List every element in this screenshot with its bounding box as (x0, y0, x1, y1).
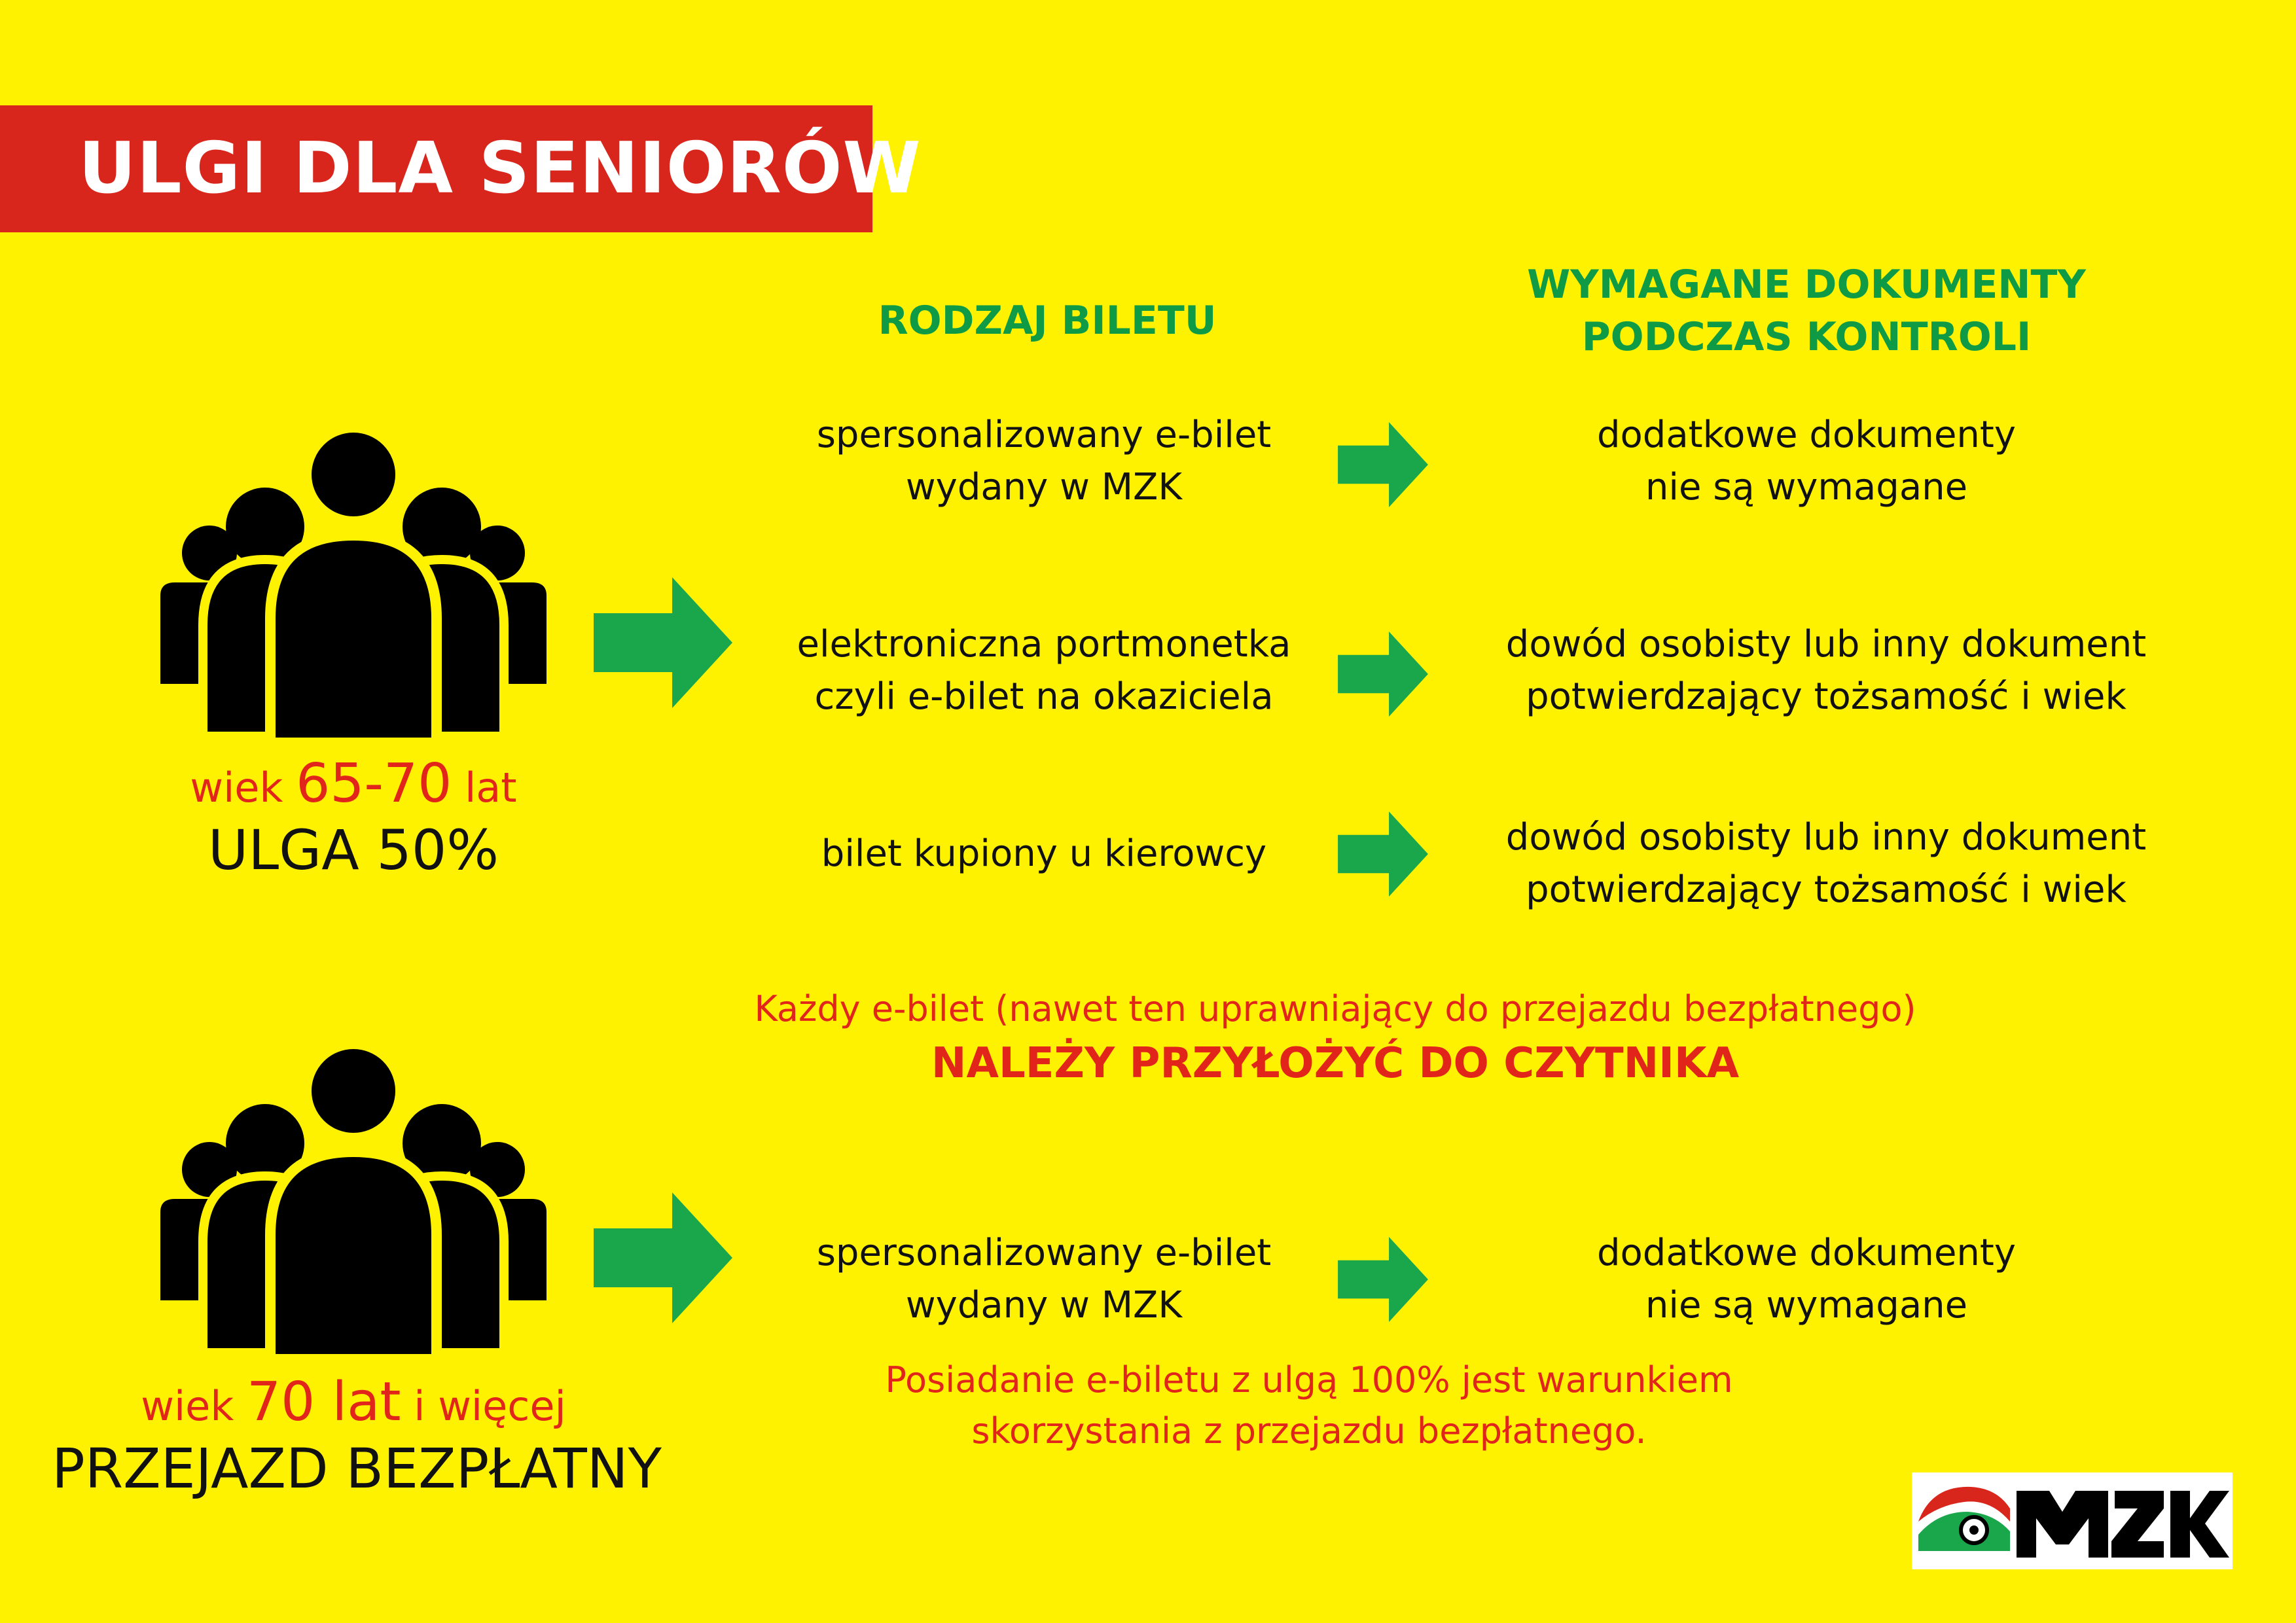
ticket-type-header-text: RODZAJ BILETU (878, 298, 1217, 344)
ticket-line: wydany w MZK (905, 466, 1183, 508)
arrow-right-icon (594, 577, 732, 708)
ticket-line: czyli e-bilet na okaziciela (814, 675, 1274, 718)
mzk-logo-mark (1912, 1472, 2233, 1569)
arrow-right-icon (1335, 422, 1431, 507)
arrow-right-icon (594, 1192, 732, 1323)
ticket-line: elektroniczna portmonetka (797, 623, 1291, 666)
document-cell (1440, 618, 2212, 723)
age-range-65-70 (98, 753, 609, 815)
arrow-right-icon (1335, 632, 1431, 717)
people-group-icon (160, 1045, 547, 1359)
document-line: potwierdzający tożsamość i wiek (1526, 868, 2126, 911)
arrow-right-icon (1335, 812, 1431, 897)
ticket-cell-driver (772, 828, 1316, 880)
documents-header-line1: WYMAGANE DOKUMENTY (1527, 262, 2086, 308)
age-suffix: lat (465, 764, 517, 812)
document-cell (1440, 812, 2212, 916)
discount-label: ULGA 50% (207, 818, 499, 882)
document-line: potwierdzający tożsamość i wiek (1526, 675, 2126, 718)
age-number: 65-70 (296, 753, 452, 815)
document-line: nie są wymagane (1645, 466, 1968, 508)
ticket-line: spersonalizowany e-bilet (816, 1232, 1272, 1274)
free-travel-note (753, 1355, 1865, 1457)
arrow-right-icon (1335, 1237, 1431, 1322)
ticket-line: wydany w MZK (905, 1284, 1183, 1327)
age-suffix: i więcej (414, 1382, 566, 1430)
ticket-cell-personalized (772, 409, 1316, 514)
age-number: 70 lat (246, 1371, 401, 1433)
documents-header-line2: PODCZAS KONTROLI (1581, 314, 2032, 360)
notice-line2: NALEŻY PRZYŁOŻYĆ DO CZYTNIKA (931, 1039, 1740, 1088)
title-banner (0, 105, 922, 232)
age-prefix: wiek (141, 1382, 234, 1430)
document-line: nie są wymagane (1645, 1284, 1968, 1327)
free-travel-note-line1: Posiadanie e-biletu z ulgą 100% jest warunkiem (885, 1359, 1733, 1400)
ticket-cell-personalized (772, 1227, 1316, 1332)
document-cell (1440, 1227, 2173, 1332)
age-prefix: wiek (190, 764, 283, 812)
document-line: dodatkowe dokumenty (1597, 1232, 2016, 1274)
notice-line1: Każdy e-bilet (nawet ten uprawniający do przejazdu bezpłatnego) (754, 988, 1916, 1029)
people-group-icon (160, 429, 547, 743)
ticket-type-header (805, 294, 1289, 347)
document-line: dodatkowe dokumenty (1597, 414, 2016, 456)
mzk-logo (1912, 1472, 2233, 1569)
ticket-line: bilet kupiony u kierowcy (821, 832, 1267, 875)
document-line: dowód osobisty lub inny dokument (1505, 623, 2147, 666)
page-title: ULGI DLA SENIORÓW (79, 128, 922, 209)
document-line: dowód osobisty lub inny dokument (1505, 816, 2147, 859)
document-cell (1440, 409, 2173, 514)
ticket-line: spersonalizowany e-bilet (816, 414, 1272, 456)
documents-header (1473, 259, 2140, 363)
free-travel-label: PRZEJAZD BEZPŁATNY (52, 1436, 662, 1501)
ticket-cell-bearer (772, 618, 1316, 723)
free-travel-note-line2: skorzystania z przejazdu bezpłatnego. (971, 1410, 1647, 1452)
age-range-70-plus (65, 1371, 641, 1433)
